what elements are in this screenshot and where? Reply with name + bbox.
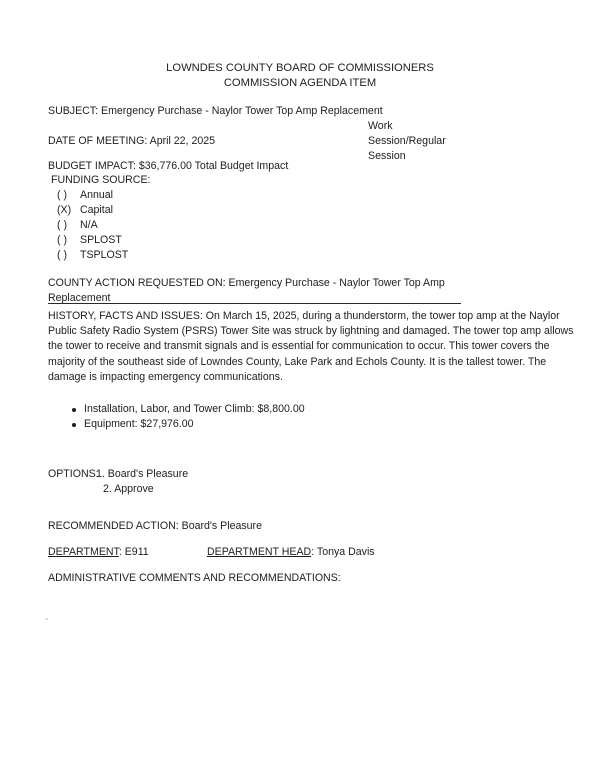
meeting-date-value: April 22, 2025	[149, 135, 216, 147]
department-head-value: : Tonya Davis	[311, 546, 375, 558]
history-text: the tower to receive and transmit signals and is essential for communication to occur. This tower covers the	[48, 340, 550, 353]
history-text: On March 15, 2025, during a thunderstorm, the tower top amp at the Naylor	[205, 310, 560, 322]
checkbox-mark: ( )	[57, 219, 67, 231]
option-item: 1. Board's Pleasure	[96, 468, 189, 480]
session-type-line: Session/Regular	[368, 135, 446, 147]
department-value: : E911	[118, 546, 149, 558]
department-line	[48, 545, 149, 560]
options-label: OPTIONS:	[48, 468, 99, 480]
action-requested-label: COUNTY ACTION REQUESTED ON:	[48, 277, 226, 289]
department-head-label: DEPARTMENT HEAD	[207, 546, 312, 558]
checkbox-mark: ( )	[57, 234, 67, 246]
checkbox-mark-checked: (X)	[57, 204, 72, 216]
history-text: damage is impacting emergency communications.	[48, 370, 283, 383]
recommended-action-label: RECOMMENDED ACTION:	[48, 520, 179, 532]
cost-item	[72, 402, 305, 417]
action-requested-value-cont: Replacement	[48, 292, 111, 304]
cost-item-text: Equipment: $27,976.00	[84, 418, 194, 430]
meeting-date-line	[48, 134, 215, 149]
meeting-date-label: DATE OF MEETING:	[48, 135, 148, 147]
budget-impact-value: $36,776.00 Total Budget Impact	[138, 160, 289, 172]
cost-item	[72, 417, 305, 432]
recommended-action	[48, 519, 262, 534]
cost-item-text: Installation, Labor, and Tower Climb: $8,800.00	[84, 403, 305, 415]
board-title: LOWNDES COUNTY BOARD OF COMMISSIONERS	[166, 62, 434, 74]
session-type	[368, 119, 446, 164]
funding-option-label: N/A	[80, 219, 98, 231]
options-list	[96, 467, 188, 497]
scan-artifact	[45, 618, 48, 620]
history-text: majority of the southeast side of Lowndes County, Lake Park and Echols County. It is the tallest tower. The	[48, 355, 547, 368]
bullet-icon	[72, 408, 76, 412]
department-label: DEPARTMENT	[48, 546, 119, 558]
session-type-line: Session	[368, 150, 406, 162]
funding-option-label: Annual	[80, 189, 113, 201]
history-paragraph	[48, 309, 588, 385]
funding-source-label: FUNDING SOURCE:	[51, 174, 151, 186]
checkbox-mark: ( )	[57, 249, 67, 261]
agenda-item-title: COMMISSION AGENDA ITEM	[223, 77, 377, 89]
cost-breakdown-list	[72, 402, 305, 432]
funding-option-label: SPLOST	[80, 234, 122, 246]
subject-value: Emergency Purchase - Naylor Tower Top Amp Replacement	[101, 105, 383, 117]
action-requested	[48, 276, 445, 306]
checkbox-mark: ( )	[57, 189, 67, 201]
history-label: HISTORY, FACTS AND ISSUES:	[48, 310, 203, 322]
admin-comments-label: ADMINISTRATIVE COMMENTS AND RECOMMENDATIONS:	[48, 572, 341, 584]
subject-label: SUBJECT:	[48, 105, 99, 117]
recommended-action-value: Board's Pleasure	[181, 520, 262, 532]
funding-option-label: Capital	[80, 204, 113, 216]
history-text: Public Safety Radio System (PSRS) Tower Site was struck by lightning and damaged. The tower top amp allows	[48, 325, 574, 338]
action-requested-value: Emergency Purchase - Naylor Tower Top Amp	[228, 277, 445, 289]
funding-option-capital	[57, 203, 113, 218]
funding-option-splost	[57, 233, 122, 248]
department-head-line	[207, 545, 375, 560]
bullet-icon	[72, 423, 76, 427]
funding-option-tsplost	[57, 248, 128, 263]
document-header	[0, 61, 600, 91]
option-item: 2. Approve	[103, 483, 154, 495]
budget-impact-line	[48, 159, 288, 174]
horizontal-rule	[48, 303, 461, 304]
funding-option-label: TSPLOST	[80, 249, 129, 261]
funding-option-annual	[57, 188, 113, 203]
session-type-line: Work	[368, 120, 393, 132]
budget-impact-label: BUDGET IMPACT:	[48, 160, 136, 172]
subject-line	[48, 104, 383, 119]
funding-option-na	[57, 218, 98, 233]
